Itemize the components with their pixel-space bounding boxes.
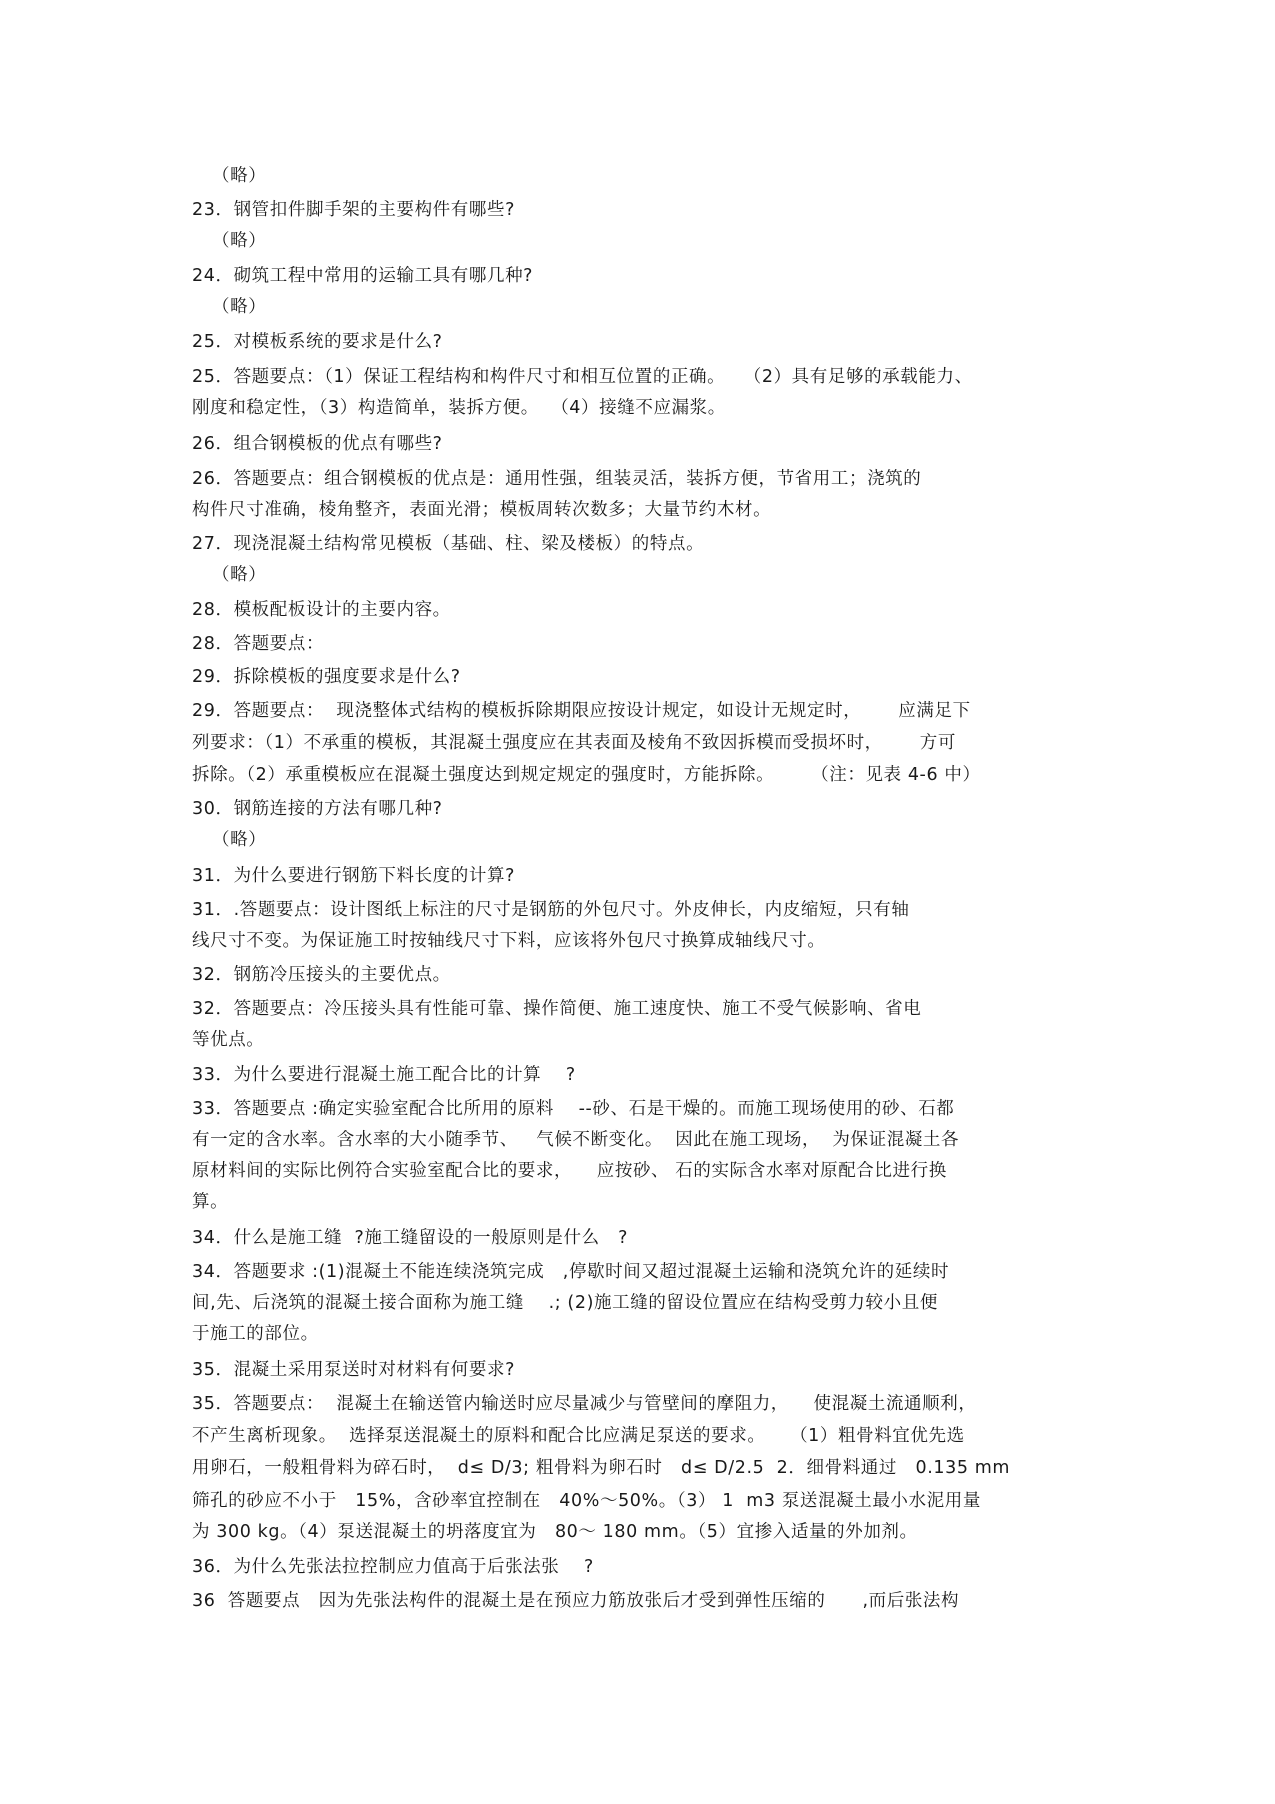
answer-line: 刚度和稳定性，（3）构造简单，装拆方便。 （4）接缝不应漏浆。 xyxy=(192,398,726,418)
answer-line: 用卵石，一般粗骨料为碎石时， d≤ D/3; 粗骨料为卵石时 d≤ D/2.5 2．细骨料通过 0.135 mm xyxy=(192,1458,1011,1478)
text-line: （略） xyxy=(212,231,267,251)
answer-line: 原材料间的实际比例符合实验室配合比的要求， 应按砂、 石的实际含水率对原配合比进行换 xyxy=(192,1161,947,1181)
question-line: 36．为什么先张法拉控制应力值高于后张法张 ? xyxy=(192,1557,594,1577)
answer-line: 为 300 kg。（4）泵送混凝土的坍落度宜为 80～ 180 mm。（5）宜掺入适量的外加剂。 xyxy=(192,1522,918,1542)
question-line: 30．钢筋连接的方法有哪几种? xyxy=(192,799,443,819)
question-line: 24．砌筑工程中常用的运输工具有哪几种? xyxy=(192,266,534,286)
answer-line: 36 答题要点 因为先张法构件的混凝土是在预应力筋放张后才受到弹性压缩的 ,而后张法构 xyxy=(192,1591,960,1611)
question-line: 33．为什么要进行混凝土施工配合比的计算 ? xyxy=(192,1065,576,1085)
question-line: 29．拆除模板的强度要求是什么? xyxy=(192,667,461,687)
text-line: （略） xyxy=(212,297,267,317)
answer-line: 线尺寸不变。为保证施工时按轴线尺寸下料，应该将外包尺寸换算成轴线尺寸。 xyxy=(192,931,826,951)
answer-line: 拆除。（2）承重模板应在混凝土强度达到规定规定的强度时，方能拆除。 （注：见表 4-6 中） xyxy=(192,765,981,785)
question-line: 35．混凝土采用泵送时对材料有何要求? xyxy=(192,1360,515,1380)
question-line: 34．什么是施工缝 ?施工缝留设的一般原则是什么 ? xyxy=(192,1228,629,1248)
answer-line: 34．答题要求 :(1)混凝土不能连续浇筑完成 ,停歇时间又超过混凝土运输和浇筑允许的延续时 xyxy=(192,1262,950,1282)
text-line: （略） xyxy=(212,830,267,850)
answer-line: 等优点。 xyxy=(192,1030,265,1050)
answer-line: 29．答题要点： 现浇整体式结构的模板拆除期限应按设计规定，如设计无规定时， 应满足下 xyxy=(192,701,971,721)
question-line: 28．模板配板设计的主要内容。 xyxy=(192,600,451,620)
answer-line: 26．答题要点：组合钢模板的优点是：通用性强，组装灵活，装拆方便，节省用工；浇筑的 xyxy=(192,469,922,489)
question-line: 27．现浇混凝土结构常见模板（基础、柱、梁及楼板）的特点。 xyxy=(192,534,705,554)
question-line: 23．钢管扣件脚手架的主要构件有哪些? xyxy=(192,200,515,220)
answer-line: 33．答题要点 :确定实验室配合比所用的原料 --砂、石是干燥的。而施工现场使用的砂、石都 xyxy=(192,1099,955,1119)
question-line: 25．对模板系统的要求是什么? xyxy=(192,332,443,352)
answer-line: 32．答题要点：冷压接头具有性能可靠、操作简便、施工速度快、施工不受气候影响、省电 xyxy=(192,999,922,1019)
text-line: （略） xyxy=(212,565,267,585)
text-line: （略） xyxy=(212,166,267,186)
answer-line: 31．.答题要点：设计图纸上标注的尺寸是钢筋的外包尺寸。外皮伸长，内皮缩短，只有轴 xyxy=(192,900,910,920)
question-line: 32．钢筋冷压接头的主要优点。 xyxy=(192,965,451,985)
answer-line: 25．答题要点：（1）保证工程结构和构件尺寸和相互位置的正确。 （2）具有足够的承载能力、 xyxy=(192,367,973,387)
question-line: 26．组合钢模板的优点有哪些? xyxy=(192,434,443,454)
answer-line: 算。 xyxy=(192,1192,229,1212)
answer-line: 筛孔的砂应不小于 15%，含砂率宜控制在 40%～50%。（3） 1 m3 泵送混凝土最小水泥用量 xyxy=(192,1491,981,1511)
answer-line: 35．答题要点： 混凝土在输送管内输送时应尽量减少与管壁间的摩阻力， 使混凝土流通顺利， xyxy=(192,1394,977,1414)
answer-line: 28．答题要点： xyxy=(192,634,325,654)
answer-line: 于施工的部位。 xyxy=(192,1324,319,1344)
answer-line: 有一定的含水率。含水率的大小随季节、 气候不断变化。 因此在施工现场， 为保证混凝土各 xyxy=(192,1130,960,1150)
answer-line: 间,先、后浇筑的混凝土接合面称为施工缝 .; (2)施工缝的留设位置应在结构受剪力较小且便 xyxy=(192,1293,938,1313)
answer-line: 构件尺寸准确，棱角整齐，表面光滑；模板周转次数多；大量节约木材。 xyxy=(192,500,772,520)
question-line: 31．为什么要进行钢筋下料长度的计算? xyxy=(192,866,515,886)
answer-line: 列要求：（1）不承重的模板，其混凝土强度应在其表面及棱角不致因拆模而受损坏时， 方可 xyxy=(192,733,956,753)
answer-line: 不产生离析现象。 选择泵送混凝土的原料和配合比应满足泵送的要求。 （1）粗骨料宜优先选 xyxy=(192,1426,965,1446)
